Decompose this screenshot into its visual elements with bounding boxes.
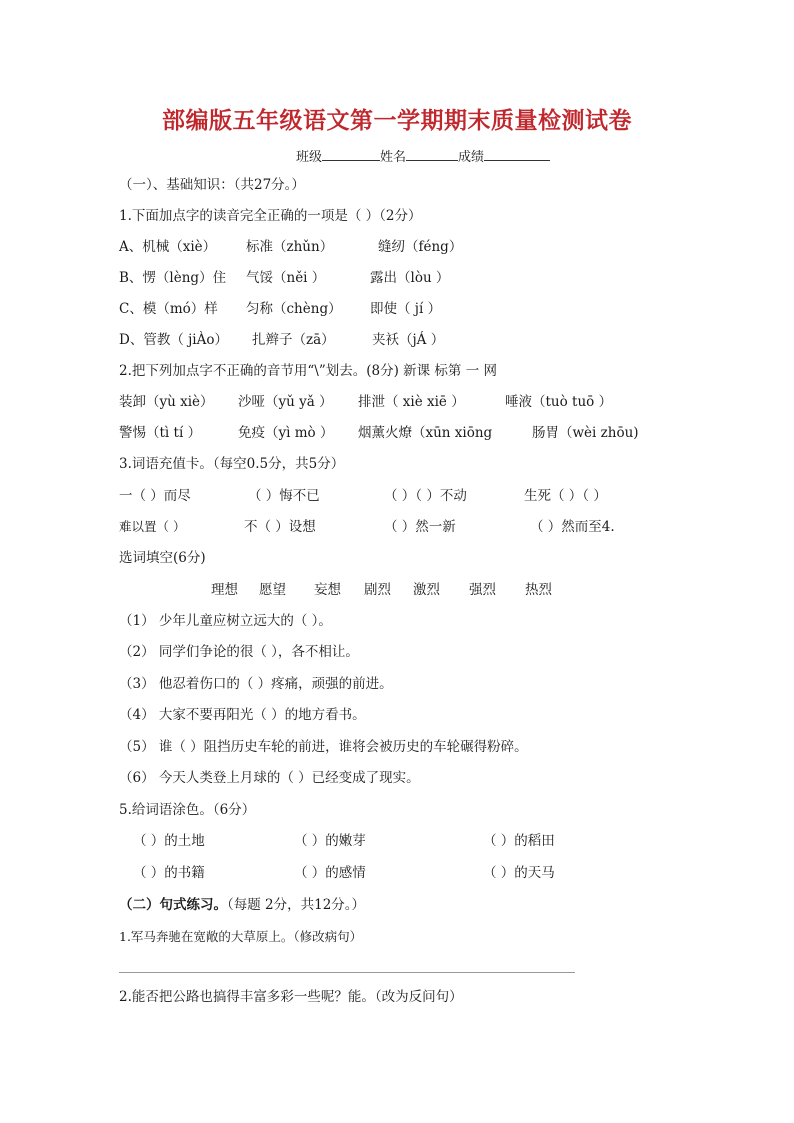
score-label: 成绩 [458, 150, 485, 165]
q3-row1-4: 生死（ ）（ ） [524, 488, 607, 504]
q1-option-b-3: 露出（lòu ） [370, 270, 450, 286]
q1-option-d-2: 扎辫子（zā） [252, 332, 335, 348]
s2-q1: 1.军马奔驰在宽敞的大草原上。（修改病句） [119, 929, 363, 944]
q1-option-a-1: A、机械（xiè） [119, 239, 217, 255]
q5-row1-2: （ ）的嫩芽 [294, 833, 366, 849]
class-label: 班级 [296, 150, 323, 165]
q1-option-c-1: C、模（mó）样 [119, 301, 218, 317]
q5-row1-1: （ ）的土地 [133, 833, 205, 849]
q4-word-1: 理想 [211, 582, 238, 598]
section2-heading-line [119, 896, 365, 914]
q4-item-1: （1） 少年儿童应树立远大的（ ）。 [119, 613, 332, 629]
q4-word-5: 激烈 [413, 582, 440, 598]
q5-row2-3: （ ）的天马 [483, 865, 555, 881]
q2-row1-1: 装卸（yù xiè） [119, 394, 214, 410]
q5-row1-3: （ ）的稻田 [483, 833, 555, 849]
student-info-line [296, 146, 550, 165]
q3-row2-2: 不（ ）设想 [244, 519, 316, 535]
q4-item-6: （6） 今天人类登上月球的（ ）已经变成了现实。 [119, 770, 420, 786]
q2-prompt: 2.把下列加点字不正确的音节用“\”划去。(8分) 新课 标第 一 网 [119, 363, 498, 379]
s2-q1-answer-line[interactable] [119, 972, 575, 973]
q1-option-b-2: 气馁（něi ） [246, 270, 326, 286]
q1-option-c-3: 即使（ jí ） [370, 301, 442, 317]
q1-option-d-3: 夹袄（jÁ ） [372, 332, 445, 348]
name-label: 姓名 [380, 150, 407, 165]
q1-option-a-3: 缝纫（féng） [378, 239, 463, 255]
q4-word-7: 热烈 [525, 582, 552, 598]
q5-row2-1: （ ）的书籍 [133, 865, 205, 881]
q1-option-c-2: 匀称（chèng） [246, 301, 342, 317]
q4-prompt: 选词填空(6分) [119, 550, 206, 566]
q3-row2-4: （ ）然而至4. [530, 519, 615, 535]
class-blank[interactable] [322, 148, 380, 161]
q4-item-3: （3） 他忍着伤口的（ ）疼痛，顽强的前进。 [119, 676, 393, 692]
q4-word-3: 妄想 [314, 582, 341, 598]
q1-option-a-2: 标准（zhǔn） [246, 239, 334, 255]
q2-row2-1: 警惕（tì tí ） [119, 425, 202, 441]
q4-item-5: （5） 谁（ ）阻挡历史车轮的前进，谁将会被历史的车轮碾得粉碎。 [119, 739, 528, 755]
q4-word-4: 剧烈 [364, 582, 391, 598]
q1-option-b-1: B、愣（lèng）住 [119, 270, 227, 286]
q3-row1-2: （ ）悔不已 [248, 488, 320, 504]
section1-heading: （一）、基础知识：（共27分。） [119, 177, 305, 193]
q2-row1-3: 排泄（ xiè xiē ） [358, 394, 465, 410]
q3-row1-3: （ ）（ ）不动 [384, 488, 467, 504]
section2-heading-note: （每题 2分，共12分。） [227, 897, 366, 913]
q4-word-6: 强烈 [469, 582, 496, 598]
name-blank[interactable] [406, 148, 458, 161]
s2-q2: 2.能否把公路也搞得丰富多彩一些呢？能。（改为反问句） [119, 989, 463, 1005]
q4-item-2: （2） 同学们争论的很（ ），各不相让。 [119, 644, 359, 660]
q3-row2-1: 难以置（ ） [119, 519, 186, 534]
q1-prompt: 1.下面加点字的读音完全正确的一项是（ ）（2分） [119, 208, 422, 224]
q4-item-4: （4） 大家不要再阳光（ ）的地方看书。 [119, 707, 366, 723]
score-blank[interactable] [484, 148, 550, 161]
q4-word-2: 愿望 [259, 582, 286, 598]
q2-row2-2: 免疫（yì mò ） [238, 425, 334, 441]
q2-row2-3: 烟薰火燎（xūn xiōng [358, 425, 493, 441]
q2-row1-4: 唾液（tuò tuō ） [505, 394, 613, 410]
q2-row1-2: 沙哑（yǔ yǎ ） [238, 394, 333, 410]
q2-row2-4: 肠胃（wèi zhōu) [532, 425, 639, 441]
q3-prompt: 3.词语充值卡。（每空0.5分，共5分） [119, 456, 345, 472]
q5-prompt: 5.给词语涂色。（6分） [119, 802, 256, 818]
q3-row2-3: （ ）然一新 [384, 519, 456, 535]
q3-row1-1: 一（ ）而尽 [119, 488, 191, 504]
exam-title: 部编版五年级语文第一学期期末质量检测试卷 [162, 108, 632, 134]
section2-heading: （二）句式练习。 [119, 897, 227, 913]
q5-row2-2: （ ）的感情 [294, 865, 366, 881]
q1-option-d-1: D、管教（ jiÀo） [119, 332, 228, 348]
